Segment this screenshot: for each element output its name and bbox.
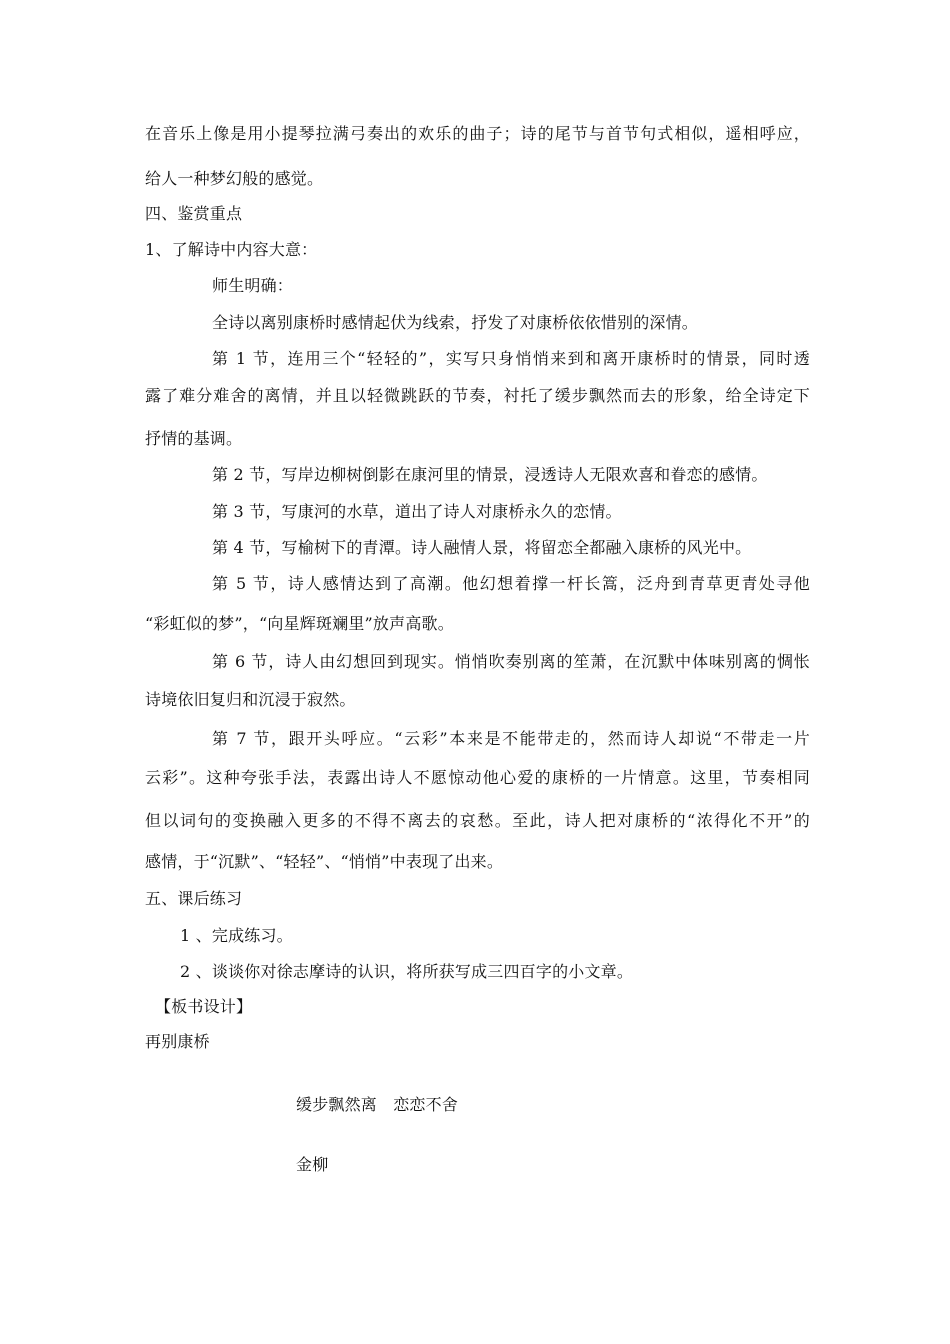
paragraph-line: 第 6 节，诗人由幻想回到现实。悄悄吹奏别离的笙萧，在沉默中体味别离的惆怅 — [212, 652, 810, 671]
paragraph-line: 第 2 节，写岸边柳树倒影在康河里的情景，浸透诗人无限欢喜和眷恋的感情。 — [212, 465, 768, 484]
exercise-item: 2 、谈谈你对徐志摩诗的认识，将所获写成三四百字的小文章。 — [180, 962, 634, 981]
paragraph-line: 第 7 节，跟开头呼应。“云彩”本来是不能带走的，然而诗人却说“不带走一片 — [212, 729, 810, 748]
board-line: 缓步飘然离 恋恋不舍 — [296, 1095, 459, 1114]
section-heading: 四、鉴赏重点 — [145, 204, 243, 223]
paragraph-line: 云彩”。这种夸张手法，表露出诗人不愿惊动他心爱的康桥的一片情意。这里，节奏相同 — [145, 768, 810, 787]
paragraph-line: 第 1 节，连用三个“轻轻的”，实写只身悄悄来到和离开康桥时的情景，同时透 — [212, 349, 810, 368]
paragraph-line: 但以词句的变换融入更多的不得不离去的哀愁。至此，诗人把对康桥的“浓得化不开”的 — [145, 811, 810, 830]
paragraph-line: 抒情的基调。 — [145, 429, 243, 448]
paragraph-line: 诗境依旧复归和沉浸于寂然。 — [145, 690, 356, 709]
exercise-item: 1 、完成练习。 — [180, 926, 293, 945]
subsection-heading: 1、了解诗中内容大意： — [145, 240, 318, 259]
board-line: 金柳 — [296, 1155, 329, 1174]
paragraph-line: 师生明确： — [212, 276, 294, 295]
paragraph-line: 第 5 节，诗人感情达到了高潮。他幻想着撑一杆长篙，泛舟到青草更青处寻他 — [212, 574, 810, 593]
paragraph-line: 感情，于“沉默”、“轻轻”、“悄悄”中表现了出来。 — [145, 852, 504, 871]
paragraph-line: 给人一种梦幻般的感觉。 — [145, 169, 324, 188]
paragraph-line: 第 4 节，写榆树下的青潭。诗人融情人景，将留恋全都融入康桥的风光中。 — [212, 538, 752, 557]
board-title: 再别康桥 — [145, 1032, 210, 1051]
paragraph-line: “彩虹似的梦”，“向星辉斑斓里”放声高歌。 — [145, 614, 454, 633]
paragraph-line: 露了难分难舍的离情，并且以轻微跳跃的节奏，衬托了缓步飘然而去的形象，给全诗定下 — [145, 386, 810, 405]
section-heading: 五、课后练习 — [145, 889, 243, 908]
paragraph-line: 在音乐上像是用小提琴拉满弓奏出的欢乐的曲子；诗的尾节与首节句式相似，遥相呼应， — [145, 124, 810, 143]
board-design-heading: 【板书设计】 — [155, 997, 253, 1016]
paragraph-line: 第 3 节，写康河的水草，道出了诗人对康桥永久的恋情。 — [212, 502, 622, 521]
paragraph-line: 全诗以离别康桥时感情起伏为线索，抒发了对康桥依依惜别的深情。 — [212, 313, 699, 332]
